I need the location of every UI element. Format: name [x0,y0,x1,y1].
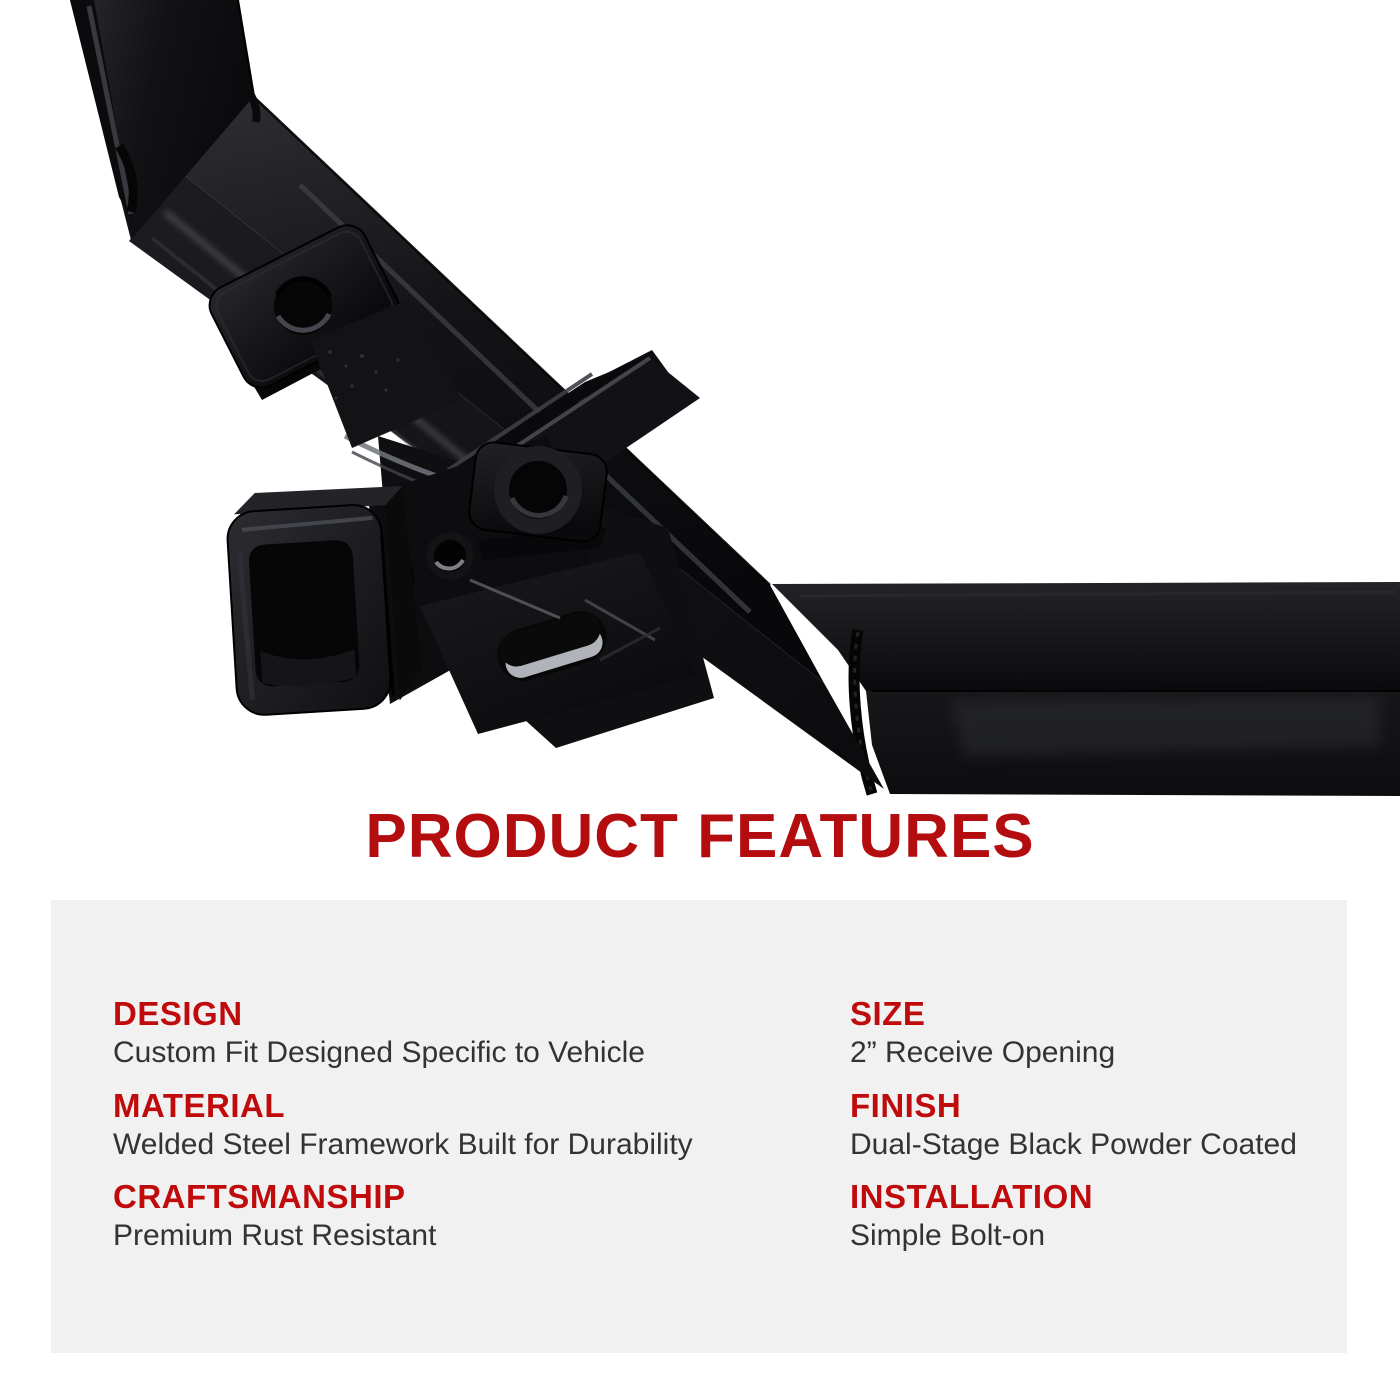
features-column-right [850,997,1297,1272]
features-column-left [113,997,693,1272]
feature-description: Premium Rust Resistant [113,1219,437,1252]
mounting-tab-center [467,440,609,560]
feature-title: CRAFTSMANSHIP [113,1178,406,1215]
feature-title: FINISH [850,1086,962,1124]
feature-finish [850,1086,1297,1161]
feature-size [850,997,1297,1069]
feature-title: SIZE [850,995,926,1032]
bolt-hole-small [426,532,474,580]
feature-material [113,1086,693,1161]
feature-installation [850,1180,1297,1252]
feature-craftsmanship [113,1180,693,1252]
feature-description: Custom Fit Designed Specific to Vehicle [113,1036,645,1069]
page-title: PRODUCT FEATURES [365,802,1035,871]
feature-description: Dual-Stage Black Powder Coated [850,1127,1297,1161]
feature-description: Simple Bolt-on [850,1219,1046,1252]
features-panel [51,900,1347,1353]
feature-description: 2” Receive Opening [850,1036,1116,1069]
feature-title: INSTALLATION [850,1178,1094,1215]
feature-design [113,997,693,1069]
feature-description: Welded Steel Framework Built for Durability [113,1127,693,1161]
feature-title: MATERIAL [113,1086,286,1124]
feature-title: DESIGN [113,995,243,1032]
